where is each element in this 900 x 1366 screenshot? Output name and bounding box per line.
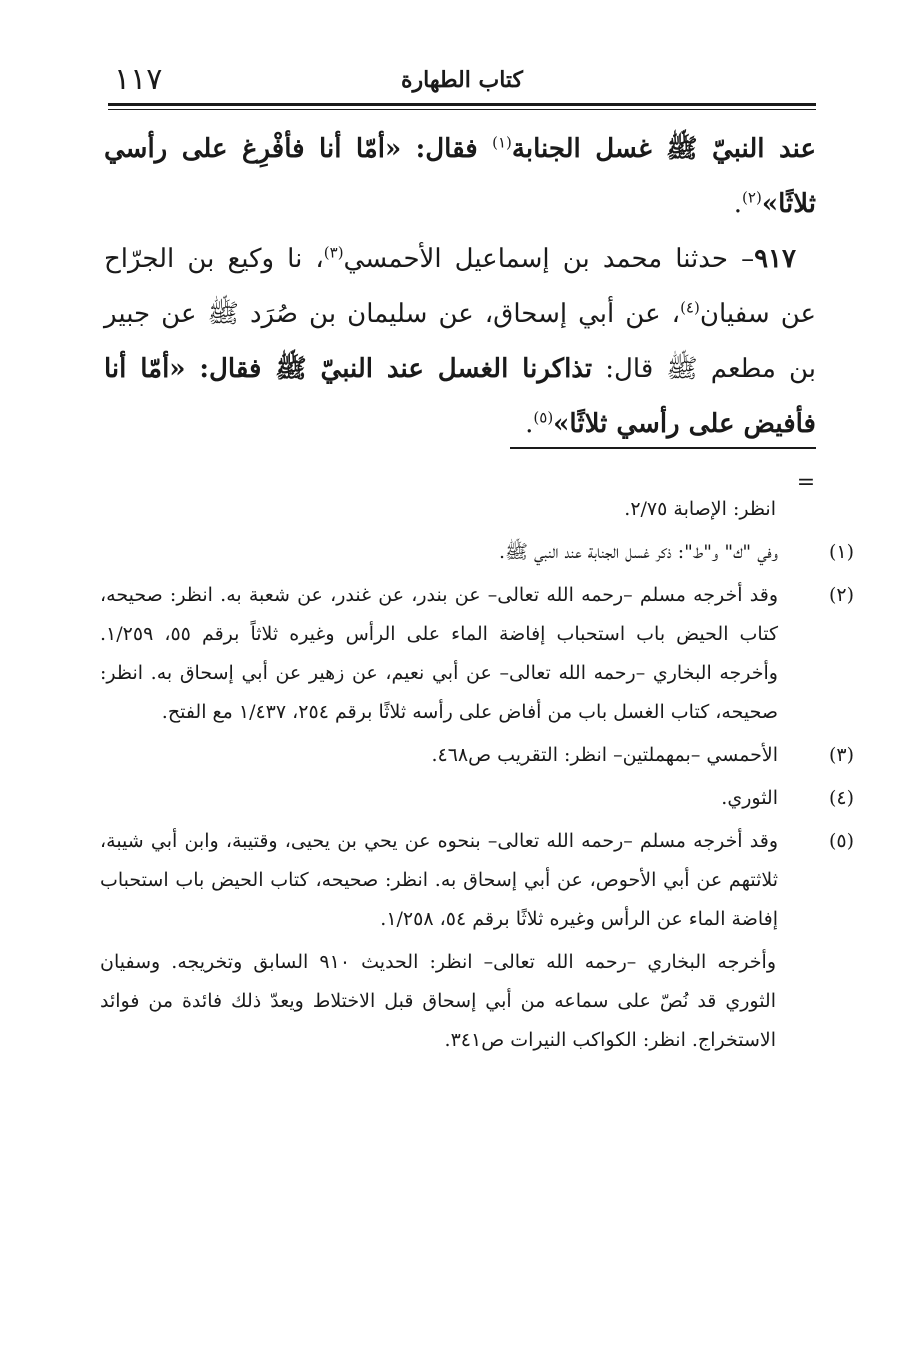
footnote-number: (٥) xyxy=(828,830,854,852)
header-rule-thin xyxy=(108,109,816,110)
main-line1-bold-a: عند النبيّ ﷺ غسل الجنابة xyxy=(511,134,816,164)
main-line1-end: . xyxy=(733,189,743,219)
footnote-continuation: انظر: الإصابة ٢/٧٥. xyxy=(624,498,776,520)
continuation-mark: = xyxy=(796,470,816,495)
footnote-number: (١) xyxy=(828,541,854,563)
page-number: ١١٧ xyxy=(114,62,163,97)
hadith-end: . xyxy=(525,409,534,439)
footnote-5 xyxy=(100,822,854,939)
footnote-ref-2: (٢) xyxy=(742,188,762,207)
hadith-text-c: ، عن أبي إسحاق، عن سليمان بن صُرَد ﷺ عن جبير بن مطعم ﷺ قال: xyxy=(104,299,816,384)
footnote-text: وقد أخرجه مسلم –رحمه الله تعالى– بنحوه عن يحي بن يحيى، وقتيبة، وابن أبي شيبة، ثلاثتهم عن أبي الأحوص، عن أبي إسحاق به. انظر: صحيحه، كتاب الحيض باب استحباب إفاضة الماء عن الرأس وغيره ثلاثًا برقم ٥٤، ١/٢٥٨. xyxy=(100,830,778,930)
footnote-number: (٣) xyxy=(828,744,854,766)
footnotes xyxy=(100,490,854,1064)
footnote-ref-4: (٤) xyxy=(680,298,700,317)
footnote-ref-1: (١) xyxy=(492,133,512,152)
hadith-bold-c: تذاكرنا الغسل عند النبيّ ﷺ فقال: «أمّا أنا فأفيض على رأسي ثلاثًا» xyxy=(104,354,816,439)
footnote-3 xyxy=(100,736,854,775)
hadith-paragraph xyxy=(104,232,816,452)
running-title: كتاب الطهارة xyxy=(400,67,524,93)
footnote-ref-3: (٣) xyxy=(323,243,344,262)
footnote-1 xyxy=(100,533,854,572)
footnote-2 xyxy=(100,576,854,732)
main-paragraph-1 xyxy=(104,122,816,232)
footnote-separator xyxy=(510,447,816,449)
footnote-text: وفي "ك" و"ط": ذكر غسل الجنابة عند النبي ﷺ. xyxy=(498,541,778,563)
header-rule-thick xyxy=(108,103,816,106)
footnote-text: وقد أخرجه مسلم –رحمه الله تعالى– عن بندر، عن غندر، عن شعبة به. انظر: صحيحه، كتاب الحيض باب استحباب إفاضة الماء على الرأس وغيره ثلاثاً برقم ٥٥، ١/٢٥٩. وأخرجه البخاري –رحمه الله تعالى– عن أبي نعيم، عن زهير عن أبي إسحاق به. انظر: صحيحه، كتاب الغسل باب من أفاض على رأسه ثلاثًا برقم ٢٥٤، ١/٤٣٧ مع الفتح. xyxy=(100,584,778,723)
footnote-ref-5: (٥) xyxy=(533,408,554,427)
footnote-number: (٤) xyxy=(828,787,854,809)
footnote-text: الثوري. xyxy=(721,787,778,809)
main-line1-bold-b: فقال: «أمّا أنا فأفْرِغ على رأسي ثلاثًا» xyxy=(104,134,816,219)
hadith-number: ٩١٧ xyxy=(754,244,796,274)
main-text xyxy=(104,122,816,452)
footnote-text: الأحمسي –بمهملتين– انظر: التقريب ص٤٦٨. xyxy=(431,744,778,766)
page-header xyxy=(108,62,816,98)
footnote-4 xyxy=(100,779,854,818)
hadith-text-b: ، نا وكيع بن الجرّاح عن سفيان xyxy=(104,244,816,329)
footnote-5-continued: وأخرجه البخاري –رحمه الله تعالى– انظر: الحديث ٩١٠ السابق وتخريجه. وسفيان الثوري قد نُصّ على سماعه من أبي إسحاق قبل الاختلاط ويعدّ ذلك فائدة من فوائد الاستخراج. انظر: الكواكب النيرات ص٣٤١. xyxy=(100,951,776,1051)
footnote-number: (٢) xyxy=(828,584,854,606)
hadith-text-a: – حدثنا محمد بن إسماعيل الأحمسي xyxy=(343,244,755,274)
